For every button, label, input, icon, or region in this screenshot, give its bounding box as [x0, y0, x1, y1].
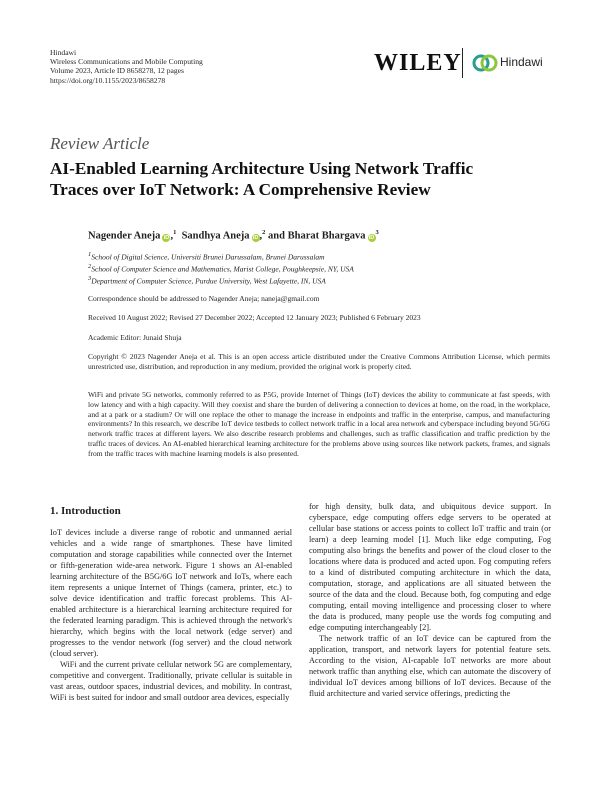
article-dates: Received 10 August 2022; Revised 27 December 2022; Accepted 12 January 2023; Published 6 February 2023 — [88, 313, 421, 322]
paragraph: for high density, bulk data, and ubiquitous device support. In cyberspace, edge computing offers edge servers to be operated at cellular base stations or access points to collect IoT traffic and train (or learn) a deep learning model [1]. Much like edge computing, Fog computing also brings the benefits and power of the cloud closer to the locations where data is produced and acted upon. Fog computing refers to a kind of distributed computing architecture in which the data, computation, storage, and applications are all situated between the source of the data and the cloud. Because both, fog computing and edge computing, entail moving intelligence and processing closer to where the data is produced, many people use the words fog computing and edge computing interchangeably [2]. — [309, 502, 551, 632]
article-title: AI-Enabled Learning Architecture Using Network Traffic Traces over IoT Network: A Comprehensive Review — [50, 159, 474, 199]
section-heading: 1. Introduction — [50, 505, 121, 517]
author-affiliation-mark: 3 — [375, 229, 379, 236]
author-name[interactable]: Nagender Aneja — [88, 230, 161, 242]
logo-divider — [462, 48, 463, 78]
correspondence: Correspondence should be addressed to Nagender Aneja; naneja@gmail.com — [88, 294, 320, 303]
paragraph: IoT devices include a diverse range of robotic and unmanned aerial vehicles and a wide range of smartphones. These have limited computation and storage capabilities while connected over the Internet or fifth-generation wide-area network. Figure 1 shows an AI-enabled learning architecture of the B5G/6G IoT network and IoTs, where each item represents a unique Internet of Things (camera, printer, etc.) to solve device identification and traffic forecast problems. This AI-enabled architecture is a hierarchical learning architecture required for the federated learning paradigm. This is achieved through the network's hierarchy, which begins with the local network (edge server) and progresses to the vendor network (fog server) and the cloud network (cloud server). — [50, 528, 292, 658]
hindawi-logo-text: Hindawi — [500, 55, 543, 69]
paragraph: The network traffic of an IoT device can be captured from the application, transport, and network layers for potential feature sets. According to the vision, AI-capable IoT networks are more about network traffic than anything else, which can automate the discovery of individual IoT devices among billions of IoT devices. Because of the fluid architecture and varied service offerings, predicting the — [309, 634, 551, 698]
orcid-icon[interactable]: iD — [163, 234, 170, 241]
author-affiliation-mark: 1 — [173, 229, 177, 236]
orcid-icon[interactable]: iD — [368, 234, 375, 241]
hindawi-logo-icon — [472, 53, 498, 73]
academic-editor: Academic Editor: Junaid Shuja — [88, 333, 182, 342]
doi-link[interactable]: https://doi.org/10.1155/2023/8658278 — [50, 75, 166, 85]
journal-name: Wireless Communications and Mobile Computing — [50, 57, 203, 67]
affiliation: $^1$School of Digital Science, Universiti Brunei Darussalam, Brunei Darussalam — [88, 251, 325, 262]
body-column-right — [309, 501, 551, 699]
journal-info — [50, 48, 203, 85]
article-type: Review Article — [50, 134, 150, 153]
affiliation: $^3$Department of Computer Science, Purdue University, West Lafayette, IN, USA — [88, 275, 326, 286]
paragraph: WiFi and the current private cellular network 5G are complementary, competitive and convergent. Traditionally, private cellular is suitable in vast areas, outdoor spaces, industrial devices, and mobility. In contrast, WiFi is best suited for indoor and small outdoor area devices, especially — [50, 660, 292, 702]
wiley-logo: WILEY — [374, 50, 462, 76]
volume-info: Volume 2023, Article ID 8658278, 12 pages — [50, 66, 184, 76]
orcid-icon[interactable]: iD — [252, 234, 259, 241]
abstract: WiFi and private 5G networks, commonly referred to as P5G, provide Internet of Things (IoT) devices the ability to communicate at fast speeds, with low latency and with a high capacity. Will they coexist and share the burden of delivering a connection to devices at home, on the road, in the workplace, and at a park or a stadium? Or will one replace the other to manage the increase in endpoints and traffic in the enterprise, campus, and manufacturing environments? In this research, we describe IoT device testbeds to collect network traffic in a local area network and cyberspace including beyond 5G/6G network traffic traces at different layers. We also describe research problems and challenges, such as traffic classification and traffic prediction by the traffic traces of devices. An AI-enabled hierarchical learning architecture for the problems above using sources like network packets, frames, and signals from the traffic traces with machine learning models is also presented. — [88, 390, 550, 458]
publisher-name: Hindawi — [50, 48, 77, 57]
author-name[interactable]: Bharat Bhargava — [287, 230, 366, 242]
copyright-notice: Copyright © 2023 Nagender Aneja et al. This is an open access article distributed under the Creative Commons Attribution License, which permits unrestricted use, distribution, and reproduction in any medium, provided the original work is properly cited. — [88, 352, 550, 371]
author-list: Nagender Aneja iD,$^1$ Sandhya Aneja iD,$^2$ and Bharat Bhargava $iD^3$ — [88, 229, 379, 242]
author-affiliation-mark: 2 — [262, 229, 266, 236]
author-name[interactable]: Sandhya Aneja — [181, 230, 250, 242]
affiliation: $^2$School of Computer Science and Mathematics, Marist College, Poughkeepsie, NY, USA — [88, 263, 354, 274]
body-column-left — [50, 527, 292, 703]
